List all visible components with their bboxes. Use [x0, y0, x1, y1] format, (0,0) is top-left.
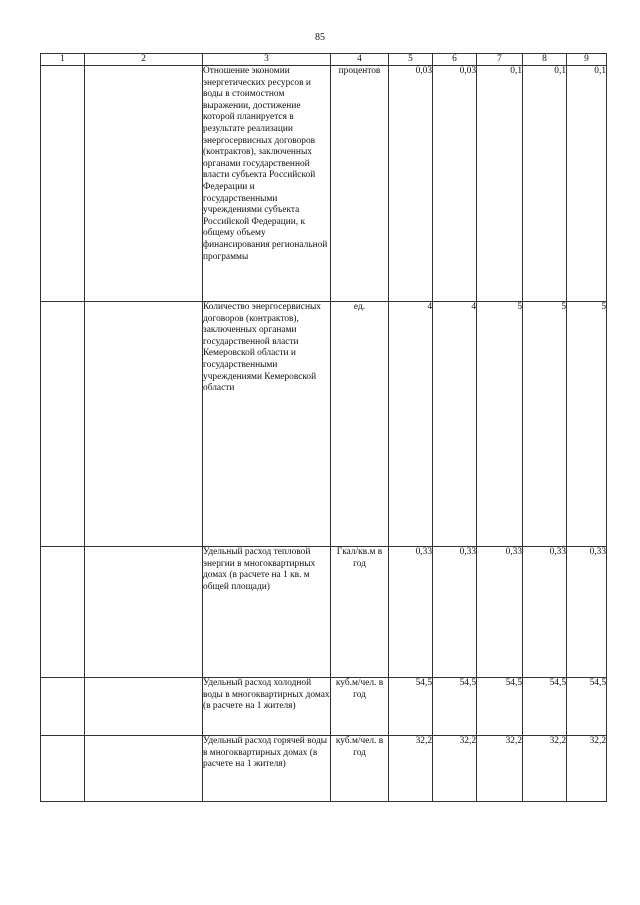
indicators-table: [40, 53, 607, 802]
value-cell: 32,2: [433, 736, 477, 802]
column-header: 1: [41, 54, 85, 66]
table-cell: [41, 302, 85, 547]
table-cell: [41, 678, 85, 736]
table-cell: [85, 678, 203, 736]
value-cell: 54,5: [389, 678, 433, 736]
indicator-name: Удельный расход холодной воды в многоквартирных домах (в расчете на 1 жителя): [203, 678, 331, 736]
value-cell: 0,33: [523, 547, 567, 678]
indicator-name: Удельный расход тепловой энергии в многоквартирных домах (в расчете на 1 кв. м общей площади): [203, 547, 331, 678]
value-cell: 4: [389, 302, 433, 547]
table-cell: [85, 302, 203, 547]
value-cell: 0,33: [433, 547, 477, 678]
indicator-name: Количество энергосервисных договоров (контрактов), заключенных органами государственной власти Кемеровской области и государственными учреждениями Кемеровской области: [203, 302, 331, 547]
page-number: 85: [315, 32, 325, 43]
table-cell: [85, 547, 203, 678]
column-header: 6: [433, 54, 477, 66]
value-cell: 5: [523, 302, 567, 547]
unit-cell: куб.м/чел. в год: [331, 736, 389, 802]
value-cell: 0,33: [389, 547, 433, 678]
value-cell: 54,5: [433, 678, 477, 736]
column-header: 7: [477, 54, 523, 66]
value-cell: 0,03: [389, 66, 433, 302]
unit-cell: процентов: [331, 66, 389, 302]
unit-cell: ед.: [331, 302, 389, 547]
table-row: [41, 678, 607, 736]
value-cell: 0,33: [567, 547, 607, 678]
value-cell: 0,33: [477, 547, 523, 678]
column-header: 9: [567, 54, 607, 66]
table-header-row: [41, 54, 607, 66]
value-cell: 4: [433, 302, 477, 547]
column-header: 5: [389, 54, 433, 66]
table-cell: [41, 736, 85, 802]
column-header: 4: [331, 54, 389, 66]
value-cell: 54,5: [523, 678, 567, 736]
column-header: 3: [203, 54, 331, 66]
table-cell: [41, 547, 85, 678]
value-cell: 0,1: [567, 66, 607, 302]
table-cell: [85, 66, 203, 302]
unit-cell: Гкал/кв.м в год: [331, 547, 389, 678]
column-header: 2: [85, 54, 203, 66]
table-row: [41, 302, 607, 547]
value-cell: 0,1: [477, 66, 523, 302]
indicator-name: Отношение экономии энергетических ресурсов и воды в стоимостном выражении, достижение которой планируется в результате реализации энергосервисных договоров (контрактов), заключенных органами государственной власти субъекта Российской Федерации и государственными учреждениями субъекта Российской Федерации, к общему объему финансирования региональной программы: [203, 66, 331, 302]
value-cell: 54,5: [477, 678, 523, 736]
table-cell: [41, 66, 85, 302]
value-cell: 32,2: [523, 736, 567, 802]
value-cell: 32,2: [477, 736, 523, 802]
table-cell: [85, 736, 203, 802]
value-cell: 5: [567, 302, 607, 547]
table-row: [41, 547, 607, 678]
value-cell: 5: [477, 302, 523, 547]
value-cell: 54,5: [567, 678, 607, 736]
value-cell: 0,03: [433, 66, 477, 302]
column-header: 8: [523, 54, 567, 66]
value-cell: 0,1: [523, 66, 567, 302]
value-cell: 32,2: [567, 736, 607, 802]
table-row: [41, 66, 607, 302]
unit-cell: куб.м/чел. в год: [331, 678, 389, 736]
value-cell: 32,2: [389, 736, 433, 802]
indicator-name: Удельный расход горячей воды в многоквартирных домах (в расчете на 1 жителя): [203, 736, 331, 802]
table-row: [41, 736, 607, 802]
